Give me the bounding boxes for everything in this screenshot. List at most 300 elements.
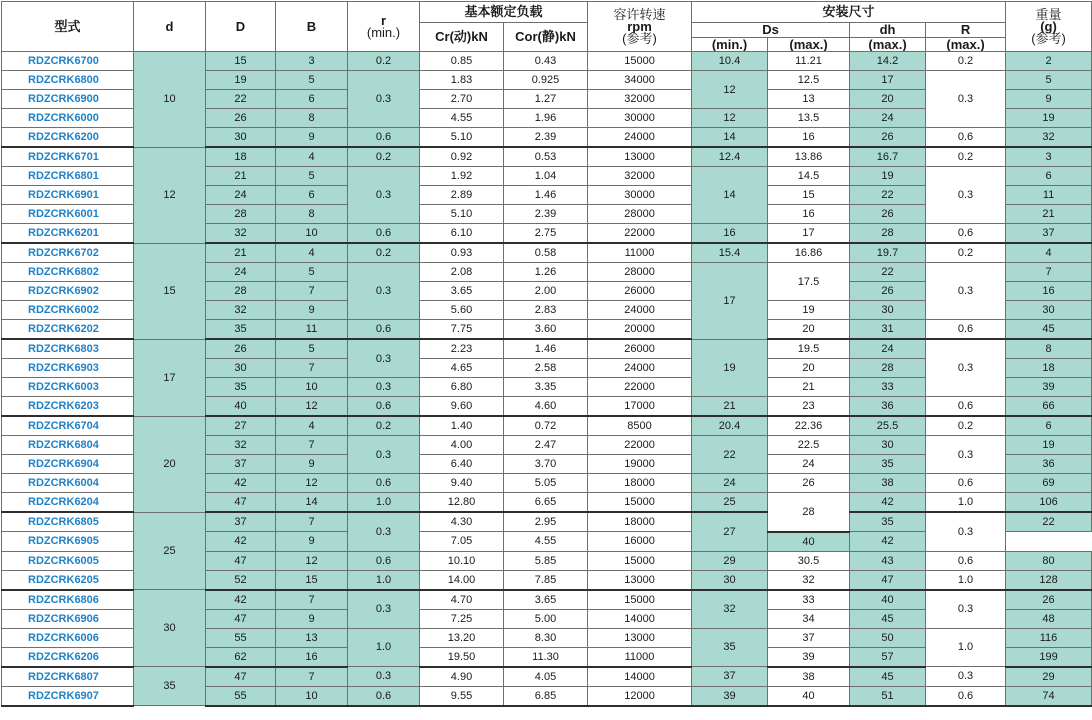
cell-R: 1.0 [926,493,1006,513]
cell-r: 0.3 [348,378,420,397]
cell-dsmax: 13 [768,90,850,109]
cell-dh: 33 [850,378,926,397]
header-speed-label: 容许转速 [613,6,666,22]
cell-cr: 6.80 [420,378,504,397]
cell-D: 30 [206,128,276,148]
cell-cor: 0.53 [504,147,588,167]
table-row [2,667,1092,687]
cell-dsmin: 12.4 [692,147,768,167]
cell-dh: 45 [850,609,926,628]
cell-B: 5 [276,339,348,359]
cell-cor: 2.39 [504,128,588,148]
cell-g: 9 [1006,90,1092,109]
cell-B: 7 [276,590,348,610]
cell-rpm: 28000 [588,205,692,224]
cell-cr: 0.93 [420,243,504,263]
cell-g: 128 [1006,570,1092,590]
cell-rpm: 22000 [588,224,692,244]
cell-rpm: 8500 [588,416,692,436]
cell-cr: 9.60 [420,397,504,417]
cell-dh: 36 [850,397,926,417]
cell-R: 0.6 [926,224,1006,244]
cell-g: 32 [1006,128,1092,148]
cell-B: 10 [276,686,348,706]
cell-model: RDZCRK6805 [2,512,134,532]
header-install-dims: 安装尺寸 [692,2,1006,23]
cell-dh: 22 [850,263,926,282]
cell-cor: 1.04 [504,167,588,186]
cell-cor: 0.925 [504,71,588,90]
cell-dsmax: 40 [768,686,850,706]
cell-R: 0.3 [926,263,1006,320]
cell-R: 0.3 [926,339,1006,397]
cell-cr: 1.92 [420,167,504,186]
cell-cr: 4.65 [420,359,504,378]
cell-r: 0.3 [348,590,420,629]
cell-B: 6 [276,90,348,109]
cell-cr: 5.60 [420,301,504,320]
cell-cr: 1.40 [420,416,504,436]
cell-rpm: 11000 [588,243,692,263]
cell-cor: 6.65 [504,493,588,513]
cell-rpm: 30000 [588,186,692,205]
cell-g: 29 [1006,667,1092,687]
cell-dsmin: 20.4 [692,416,768,436]
cell-dh: 51 [850,686,926,706]
cell-r: 0.6 [348,128,420,148]
cell-cor: 4.55 [504,532,588,552]
cell-rpm: 15000 [588,493,692,513]
cell-rpm: 20000 [588,320,692,340]
cell-r: 0.3 [348,263,420,320]
cell-R: 0.2 [926,147,1006,167]
cell-dsmin: 14 [692,128,768,148]
cell-R: 0.3 [926,590,1006,629]
cell-cor: 1.46 [504,186,588,205]
cell-cor: 1.27 [504,90,588,109]
cell-cr: 12.80 [420,493,504,513]
cell-cor: 5.05 [504,474,588,493]
cell-cr: 0.92 [420,147,504,167]
cell-cr: 5.10 [420,205,504,224]
cell-g: 116 [1006,628,1092,647]
cell-dh: 24 [850,339,926,359]
cell-rpm: 32000 [588,167,692,186]
cell-D: 28 [206,282,276,301]
cell-R: 0.2 [926,416,1006,436]
cell-dh: 19 [850,167,926,186]
cell-dsmin: 16 [692,224,768,244]
cell-d: 12 [134,147,206,243]
cell-dh: 28 [850,224,926,244]
header-width: B [276,2,348,52]
cell-d: 35 [134,667,206,706]
cell-dh: 38 [850,474,926,493]
cell-cr: 5.10 [420,128,504,148]
cell-D: 35 [206,320,276,340]
cell-D: 37 [206,512,276,532]
cell-B: 4 [276,147,348,167]
header-dh-max: (max.) [850,38,926,52]
cell-model: RDZCRK6704 [2,416,134,436]
bearing-spec-table [1,1,1092,707]
cell-rpm: 13000 [588,628,692,647]
cell-dsmax: 19.5 [768,339,850,359]
cell-B: 8 [276,109,348,128]
cell-dsmax: 19 [768,301,850,320]
cell-cor: 3.60 [504,320,588,340]
cell-rpm: 24000 [588,301,692,320]
cell-R: 0.6 [926,474,1006,493]
cell-dh: 50 [850,628,926,647]
cell-rpm: 26000 [588,339,692,359]
cell-model: RDZCRK6700 [2,52,134,71]
cell-dsmax: 13.86 [768,147,850,167]
cell-model: RDZCRK6000 [2,109,134,128]
cell-model: RDZCRK6900 [2,90,134,109]
cell-cor: 1.46 [504,339,588,359]
cell-model: RDZCRK6901 [2,186,134,205]
cell-cor: 3.70 [504,455,588,474]
cell-r: 0.6 [348,551,420,570]
header-basic-load: 基本额定负载 [420,2,588,23]
cell-dsmin: 12 [692,71,768,109]
cell-B: 15 [276,570,348,590]
cell-B: 5 [276,263,348,282]
cell-R: 0.6 [926,397,1006,417]
cell-rpm: 34000 [588,71,692,90]
cell-B: 9 [276,128,348,148]
cell-g: 66 [1006,397,1092,417]
cell-R: 0.6 [926,686,1006,706]
cell-r: 1.0 [348,628,420,667]
cell-dh: 26 [850,205,926,224]
cell-dh: 35 [850,512,926,532]
cell-dh: 16.7 [850,147,926,167]
cell-model: RDZCRK6903 [2,359,134,378]
cell-g: 30 [1006,301,1092,320]
cell-r: 0.3 [348,167,420,224]
cell-dsmax: 16 [768,205,850,224]
cell-g: 16 [1006,282,1092,301]
cell-cor: 5.00 [504,609,588,628]
header-ds-max: (max.) [768,38,850,52]
cell-cor: 5.85 [504,551,588,570]
cell-cr: 4.30 [420,512,504,532]
cell-dsmax: 17.5 [768,263,850,301]
cell-model: RDZCRK6803 [2,339,134,359]
cell-g: 6 [1006,416,1092,436]
cell-g: 3 [1006,147,1092,167]
cell-g: 22 [1006,512,1092,532]
cell-r: 0.2 [348,416,420,436]
cell-d: 15 [134,243,206,339]
cell-dsmin: 22 [692,436,768,474]
cell-g: 39 [1006,378,1092,397]
cell-g: 80 [1006,551,1092,570]
cell-d: 10 [134,52,206,148]
cell-d: 20 [134,416,206,512]
cell-B: 10 [276,378,348,397]
cell-g: 11 [1006,186,1092,205]
table-header [2,2,1092,52]
cell-model: RDZCRK6001 [2,205,134,224]
cell-g: 106 [1006,493,1092,513]
cell-model: RDZCRK6902 [2,282,134,301]
cell-cr: 7.05 [420,532,504,552]
cell-B: 16 [276,647,348,667]
cell-dh: 47 [850,570,926,590]
cell-R: 0.2 [926,243,1006,263]
cell-dh: 17 [850,71,926,90]
cell-B: 6 [276,186,348,205]
cell-g: 7 [1006,263,1092,282]
header-weight [1006,2,1092,52]
cell-r: 0.2 [348,147,420,167]
cell-D: 15 [206,52,276,71]
cell-B: 14 [276,493,348,513]
cell-cor: 2.95 [504,512,588,532]
cell-g: 74 [1006,686,1092,706]
cell-cor: 4.05 [504,667,588,687]
cell-model: RDZCRK6201 [2,224,134,244]
cell-D: 47 [206,493,276,513]
cell-B: 10 [276,224,348,244]
cell-rpm: 16000 [588,532,692,552]
cell-r: 0.3 [348,436,420,474]
table-row [2,416,1092,436]
cell-rpm: 32000 [588,90,692,109]
cell-D: 19 [206,71,276,90]
cell-D: 42 [206,532,276,552]
cell-dh: 30 [850,301,926,320]
cell-cor: 11.30 [504,647,588,667]
cell-B: 9 [276,609,348,628]
cell-cr: 19.50 [420,647,504,667]
cell-B: 12 [276,551,348,570]
cell-rpm: 30000 [588,109,692,128]
cell-R: 0.6 [926,128,1006,148]
cell-g: 199 [1006,647,1092,667]
cell-cor: 7.85 [504,570,588,590]
cell-dsmax: 28 [768,493,850,532]
cell-g: 69 [1006,474,1092,493]
cell-dh: 43 [850,551,926,570]
cell-cor: 3.35 [504,378,588,397]
cell-g: 45 [1006,320,1092,340]
cell-rpm: 14000 [588,667,692,687]
cell-g: 4 [1006,243,1092,263]
cell-g: 48 [1006,609,1092,628]
cell-cor: 2.75 [504,224,588,244]
cell-rpm: 24000 [588,128,692,148]
cell-D: 47 [206,551,276,570]
cell-dsmax: 26 [768,474,850,493]
cell-D: 37 [206,455,276,474]
cell-dh: 26 [850,128,926,148]
header-dh: dh [850,23,926,38]
cell-cr: 7.25 [420,609,504,628]
cell-model: RDZCRK6205 [2,570,134,590]
header-r-sub: (min.) [366,24,401,40]
cell-dsmax: 11.21 [768,52,850,71]
cell-cr: 2.70 [420,90,504,109]
cell-cor: 0.43 [504,52,588,71]
cell-R: 0.6 [926,320,1006,340]
cell-dsmax: 39 [768,647,850,667]
cell-model: RDZCRK6004 [2,474,134,493]
cell-cr: 0.85 [420,52,504,71]
cell-dh: 24 [850,109,926,128]
cell-cr: 4.55 [420,109,504,128]
cell-model: RDZCRK6802 [2,263,134,282]
cell-rpm: 22000 [588,436,692,455]
cell-dsmax: 17 [768,224,850,244]
cell-model: RDZCRK6801 [2,167,134,186]
header-ds-min: (min.) [692,38,768,52]
cell-dsmin: 30 [692,570,768,590]
cell-rpm: 18000 [588,512,692,532]
cell-g: 19 [1006,436,1092,455]
cell-model: RDZCRK6200 [2,128,134,148]
cell-dh: 30 [850,436,926,455]
cell-rpm: 18000 [588,474,692,493]
cell-D: 26 [206,339,276,359]
cell-dh: 20 [850,90,926,109]
cell-dsmin: 10.4 [692,52,768,71]
cell-model: RDZCRK6800 [2,71,134,90]
header-R: R [926,23,1006,38]
cell-B: 5 [276,167,348,186]
cell-dsmin: 24 [692,474,768,493]
cell-r: 0.2 [348,52,420,71]
cell-B: 9 [276,455,348,474]
cell-d: 17 [134,339,206,416]
cell-D: 55 [206,628,276,647]
cell-rpm: 15000 [588,590,692,610]
cell-dh: 26 [850,282,926,301]
table-row [2,339,1092,359]
cell-model: RDZCRK6806 [2,590,134,610]
cell-cor: 2.83 [504,301,588,320]
cell-model: RDZCRK6907 [2,686,134,706]
cell-model: RDZCRK6203 [2,397,134,417]
cell-dsmin: 37 [692,667,768,687]
cell-dsmax: 20 [768,320,850,340]
cell-cr: 14.00 [420,570,504,590]
cell-dsmin: 12 [692,109,768,128]
cell-rpm: 15000 [588,551,692,570]
cell-r: 0.6 [348,224,420,244]
cell-B: 4 [276,416,348,436]
cell-cor: 2.39 [504,205,588,224]
cell-dsmin: 29 [692,551,768,570]
cell-rpm: 22000 [588,378,692,397]
cell-D: 42 [206,474,276,493]
cell-dh: 35 [850,455,926,474]
cell-D: 32 [206,301,276,320]
cell-dsmax: 34 [768,609,850,628]
cell-rpm: 26000 [588,282,692,301]
cell-dsmin: 39 [692,686,768,706]
cell-g: 36 [1006,455,1092,474]
cell-dsmin: 21 [692,397,768,417]
cell-dh: 25.5 [850,416,926,436]
cell-D: 32 [206,436,276,455]
cell-g: 26 [1006,590,1092,610]
cell-cr: 13.20 [420,628,504,647]
cell-model: RDZCRK6702 [2,243,134,263]
cell-D: 24 [206,263,276,282]
cell-D: 32 [206,224,276,244]
cell-dsmin: 17 [692,263,768,340]
cell-model: RDZCRK6006 [2,628,134,647]
table-body [2,52,1092,706]
cell-D: 18 [206,147,276,167]
cell-D: 55 [206,686,276,706]
cell-r: 0.6 [348,474,420,493]
cell-R: 0.3 [926,512,1006,551]
cell-B: 7 [276,667,348,687]
cell-rpm: 13000 [588,147,692,167]
cell-D: 47 [206,667,276,687]
cell-cor: 2.58 [504,359,588,378]
cell-D: 27 [206,416,276,436]
cell-g: 5 [1006,71,1092,90]
cell-R: 1.0 [926,628,1006,667]
cell-cr: 4.00 [420,436,504,455]
cell-dsmin: 19 [692,339,768,397]
cell-dsmin: 35 [692,628,768,667]
cell-dsmax: 13.5 [768,109,850,128]
cell-model: RDZCRK6904 [2,455,134,474]
cell-dh: 19.7 [850,243,926,263]
cell-dh: 22 [850,186,926,205]
cell-R: 0.3 [926,71,1006,128]
cell-cr: 10.10 [420,551,504,570]
cell-dsmax: 22.36 [768,416,850,436]
cell-g: 37 [1006,224,1092,244]
cell-dsmin: 25 [692,493,768,513]
cell-r: 0.3 [348,71,420,128]
cell-dsmax: 20 [768,359,850,378]
cell-B: 4 [276,243,348,263]
cell-dh: 57 [850,647,926,667]
cell-g: 19 [1006,109,1092,128]
cell-rpm: 11000 [588,647,692,667]
cell-r: 1.0 [348,493,420,513]
cell-dh: 14.2 [850,52,926,71]
cell-rpm: 15000 [588,52,692,71]
cell-B: 9 [276,532,348,552]
cell-r: 0.2 [348,243,420,263]
table-row [2,52,1092,71]
cell-dsmax: 24 [768,455,850,474]
cell-r: 0.3 [348,512,420,551]
cell-cor: 4.60 [504,397,588,417]
cell-B: 12 [276,474,348,493]
cell-dsmin: 32 [692,590,768,629]
cell-cor: 8.30 [504,628,588,647]
header-cr: Cr(动)kN [420,23,504,52]
cell-cor: 3.65 [504,590,588,610]
cell-cor: 1.96 [504,109,588,128]
cell-R: 0.2 [926,52,1006,71]
cell-dh: 40 [850,590,926,610]
cell-model: RDZCRK6701 [2,147,134,167]
cell-model: RDZCRK6804 [2,436,134,455]
cell-model: RDZCRK6005 [2,551,134,570]
